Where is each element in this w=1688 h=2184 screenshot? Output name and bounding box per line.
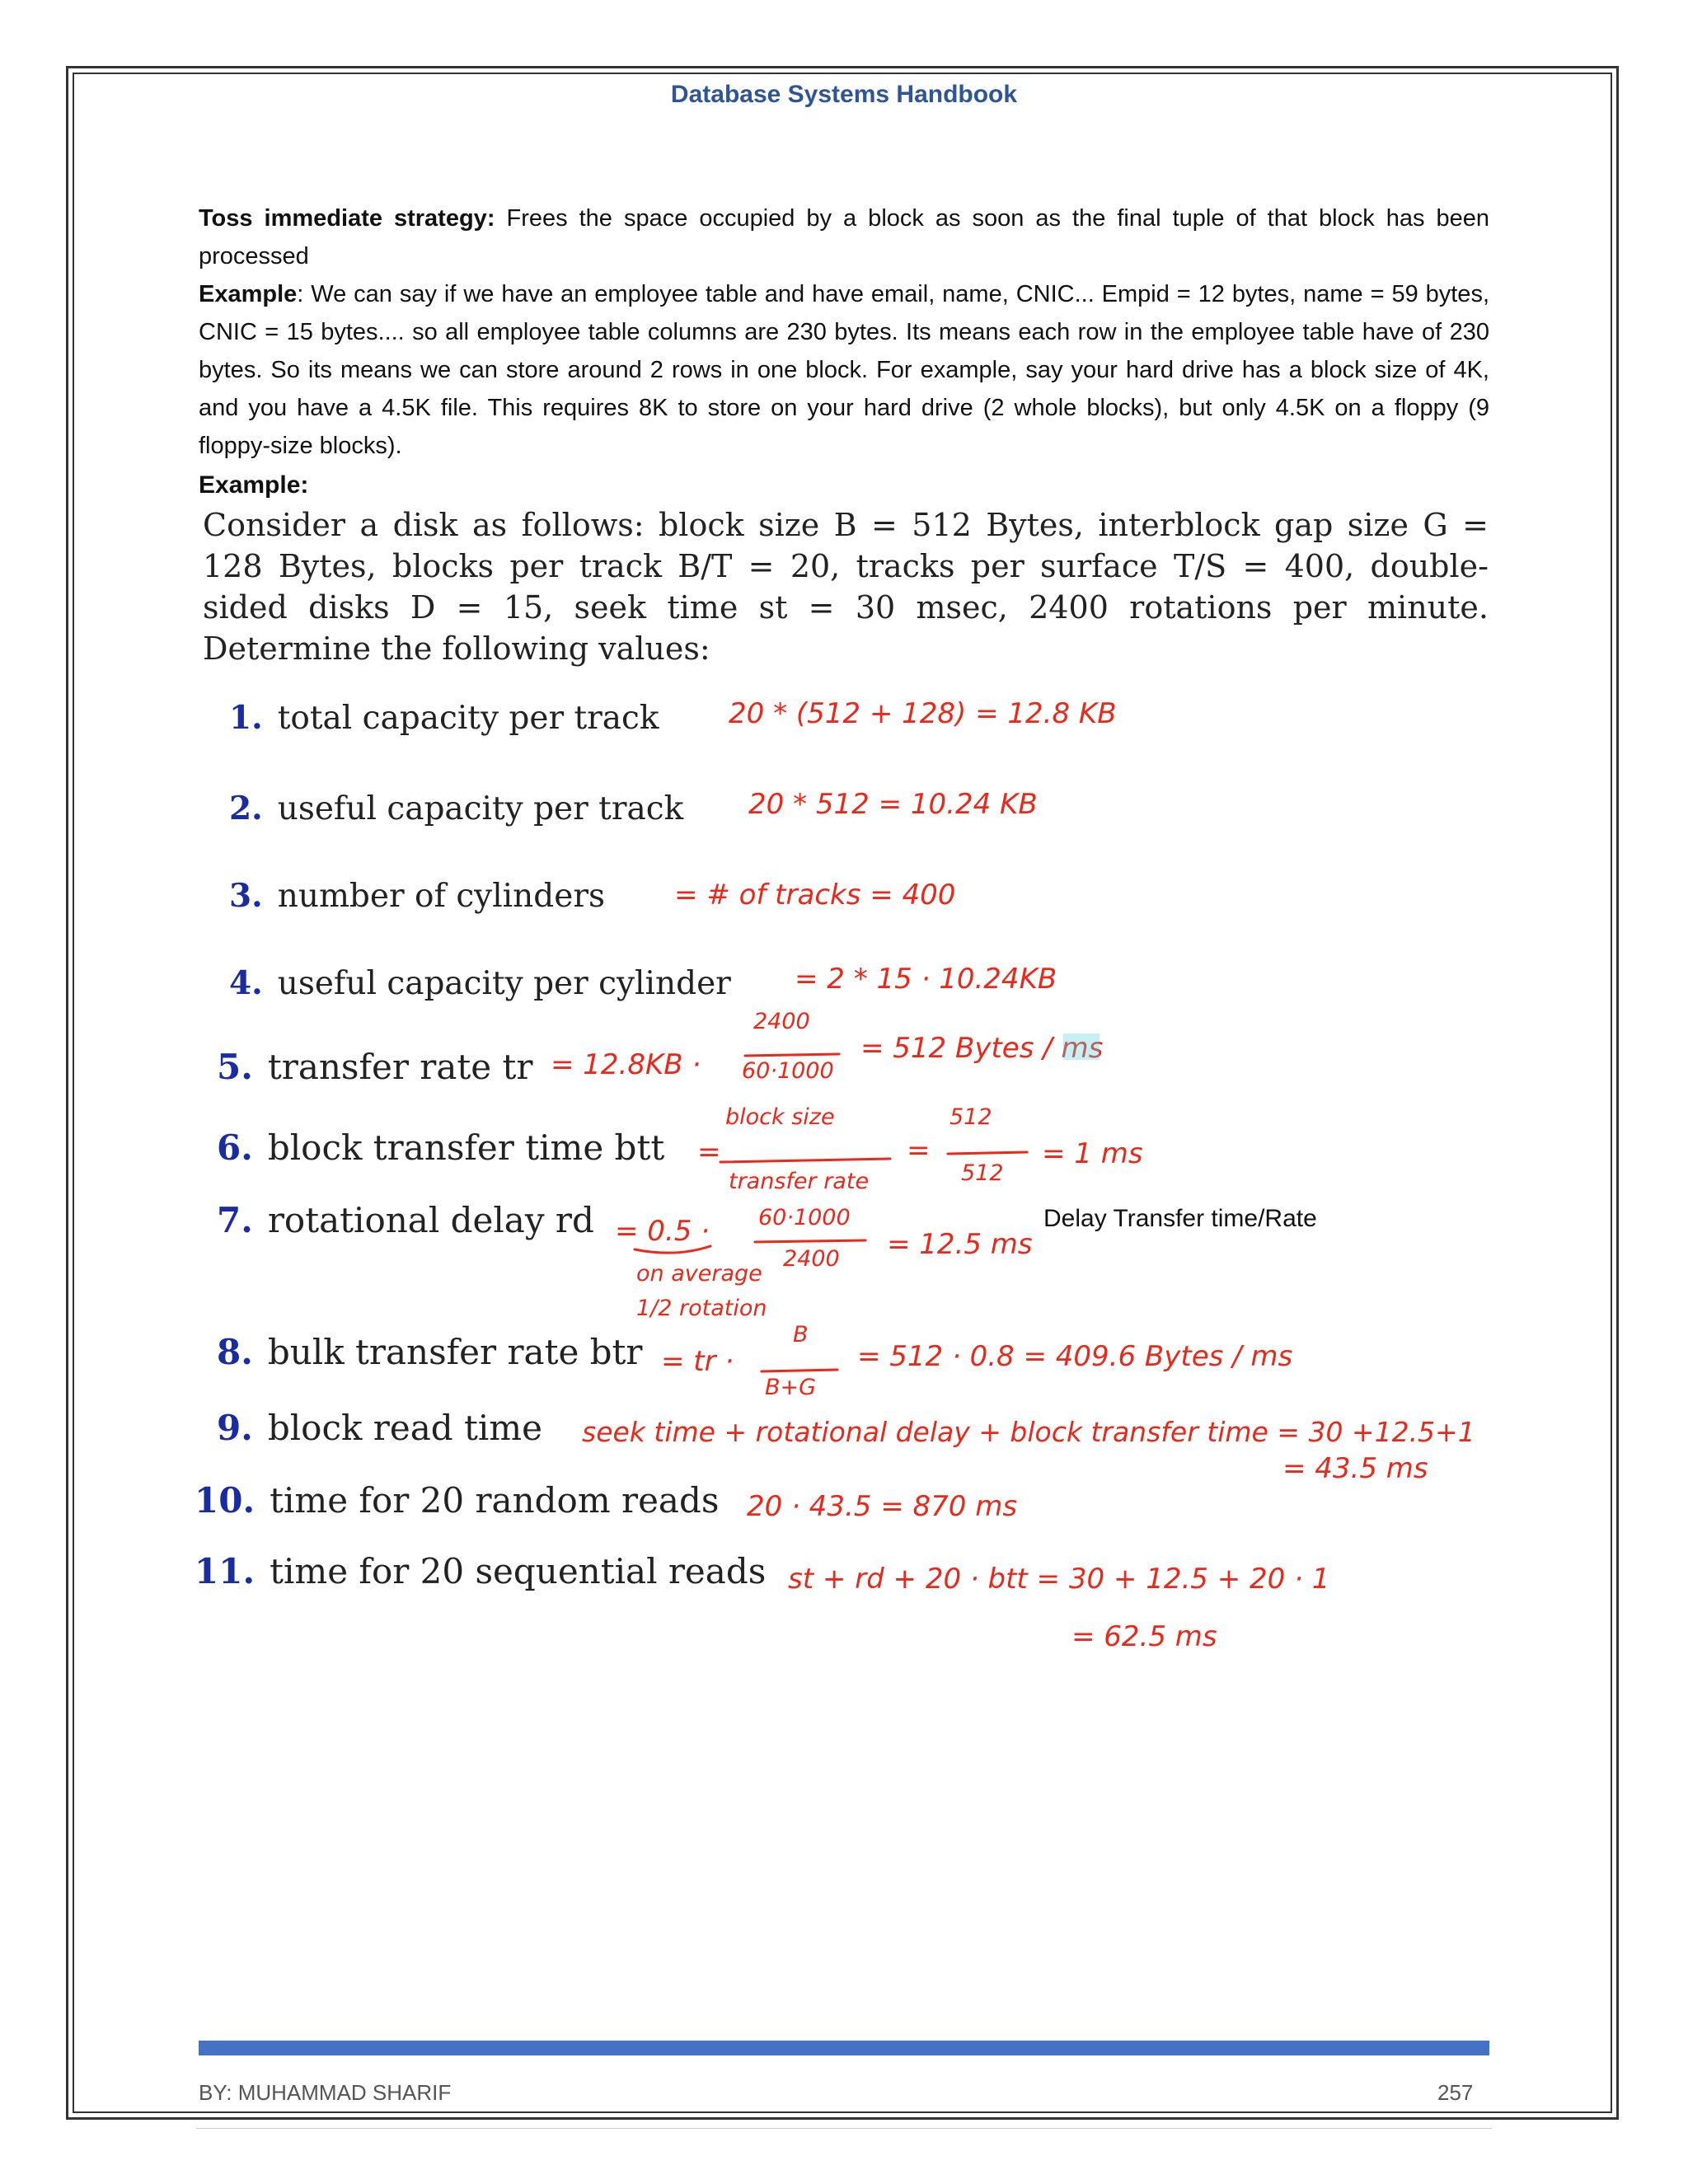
question-number: 8. [217, 1332, 253, 1372]
answer-11-result: = 62.5 ms [1071, 1620, 1217, 1653]
footer-rule [199, 2041, 1489, 2055]
answer-5-numerator: 2400 [753, 1009, 810, 1034]
question-6 [217, 1127, 664, 1168]
toss-label: Toss immediate strategy: [199, 205, 495, 232]
answer-11: st + rd + 20 · btt = 30 + 12.5 + 20 · 1 [788, 1563, 1330, 1596]
question-5 [217, 1047, 532, 1087]
answer-7-note-2: 1/2 rotation [636, 1296, 767, 1321]
example-paragraph [199, 275, 1489, 465]
answer-3: = # of tracks = 400 [674, 879, 956, 912]
answer-7-denominator: 2400 [783, 1246, 840, 1272]
answer-1: 20 * (512 + 128) = 12.8 KB [729, 697, 1117, 730]
example-text: : We can say if we have an employee table and have email, name, CNIC... Empid = 12 bytes, name = 59 bytes, CNIC = 15 bytes.... so all employee table columns are 230 bytes. Its means each row in the employee table have of 230 bytes. So its means we can store around 2 rows in one block. For example, say your hard drive has a block size of 4K, and you have a 4.5K file. This requires 8K to store on your hard drive (2 whole blocks), but only 4.5K on a floppy (9 floppy-size blocks). [199, 281, 1489, 459]
question-number: 4. [229, 964, 263, 1002]
question-number: 11. [195, 1551, 256, 1591]
question-text: useful capacity per cylinder [277, 965, 731, 1002]
question-number: 7. [217, 1200, 253, 1240]
question-text: total capacity per track [277, 700, 659, 737]
answer-9: seek time + rotational delay + block transfer time = 30 +12.5+1 [582, 1416, 1475, 1448]
page-header: Database Systems Handbook [670, 81, 1018, 108]
problem-statement: Consider a disk as follows: block size B = 512 Bytes, interblock gap size G = 128 Bytes, blocks per track B/T = 20, tracks per surface T/S = 400, double-sided disks D = 15, seek time st = 30 msec, 2400 rotations per minute. Determine the following values: [203, 507, 1489, 667]
question-10 [195, 1480, 719, 1521]
answer-6-eq2: = [907, 1134, 931, 1167]
question-8 [217, 1332, 643, 1372]
answer-8-numerator: B [793, 1322, 809, 1347]
bottom-divider [196, 2128, 1492, 2129]
footer-author: BY: MUHAMMAD SHARIF [199, 2080, 452, 2105]
question-text: bulk transfer rate btr [267, 1332, 643, 1372]
question-text: time for 20 sequential reads [270, 1551, 767, 1591]
question-1 [229, 699, 659, 737]
answer-7-note-1: on average [636, 1261, 762, 1286]
answer-5-left: = 12.8KB · [551, 1048, 701, 1081]
question-number: 3. [229, 877, 263, 915]
answer-6-denominator: transfer rate [729, 1169, 870, 1194]
intro-text [199, 199, 1489, 465]
answer-8-result: = 512 · 0.8 = 409.6 Bytes / ms [857, 1340, 1293, 1373]
question-text: useful capacity per track [277, 790, 684, 827]
question-number: 5. [217, 1047, 253, 1087]
question-number: 2. [229, 790, 263, 827]
question-text: number of cylinders [277, 878, 605, 915]
answer-6-result: = 1 ms [1042, 1137, 1143, 1170]
question-text: block read time [267, 1408, 542, 1448]
answer-8-left: = tr · [661, 1345, 734, 1378]
question-9 [217, 1408, 542, 1448]
answer-6-denominator-2: 512 [961, 1160, 1004, 1186]
side-note: Delay Transfer time/Rate [1043, 1205, 1317, 1232]
toss-text: Frees the space occupied by a block as soon as the final tuple of that block has been processed [199, 205, 1490, 269]
question-text: transfer rate tr [267, 1047, 533, 1087]
question-2 [229, 790, 683, 827]
question-number: 6. [217, 1127, 253, 1168]
question-number: 10. [195, 1480, 256, 1521]
answer-6-eq: = [697, 1136, 721, 1169]
answer-6-numerator: block size [725, 1104, 835, 1130]
answer-7-left: = 0.5 · [615, 1215, 710, 1248]
question-3 [229, 877, 605, 915]
question-text: time for 20 random reads [270, 1480, 720, 1521]
answer-9-result: = 43.5 ms [1282, 1452, 1428, 1485]
answer-7-numerator: 60·1000 [758, 1205, 851, 1230]
question-number: 9. [217, 1408, 253, 1448]
answer-4: = 2 * 15 · 10.24KB [795, 963, 1057, 996]
example-heading: Example: [199, 471, 309, 499]
answer-10: 20 · 43.5 = 870 ms [747, 1490, 1018, 1523]
question-text: block transfer time btt [267, 1127, 665, 1168]
answer-6-numerator-2: 512 [950, 1104, 992, 1130]
question-text: rotational delay rd [267, 1200, 594, 1240]
question-4 [229, 964, 731, 1002]
example-label: Example [199, 281, 298, 307]
page-number: 257 [1437, 2080, 1474, 2105]
toss-paragraph [199, 199, 1489, 275]
answer-8-denominator: B+G [765, 1375, 817, 1400]
question-number: 1. [229, 699, 263, 737]
answer-2: 20 * 512 = 10.24 KB [748, 788, 1038, 821]
answer-7-result: = 12.5 ms [887, 1228, 1033, 1261]
answer-5-right: = 512 Bytes / ms [860, 1032, 1104, 1065]
question-11 [195, 1551, 766, 1591]
question-7 [217, 1200, 594, 1240]
answer-5-denominator: 60·1000 [742, 1058, 834, 1084]
